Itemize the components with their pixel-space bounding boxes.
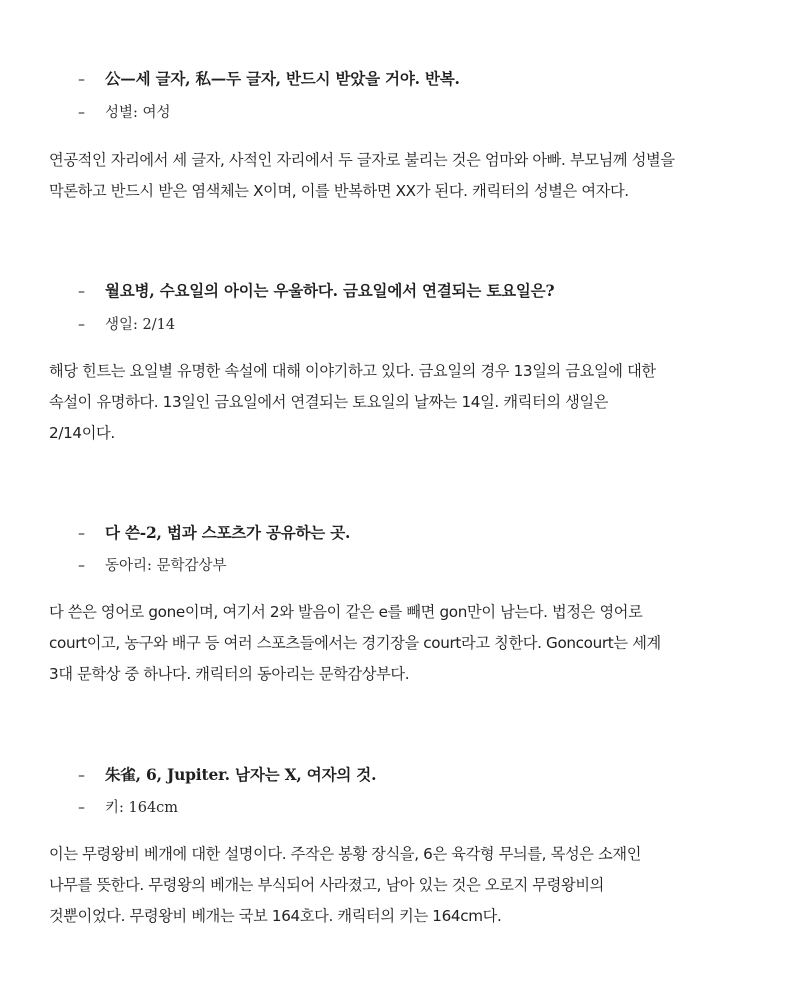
clue-text: 公—세 글자, 私—두 글자, 반드시 받았을 거야. 반복. <box>105 69 460 88</box>
explanation-paragraph <box>49 145 769 207</box>
clue-text: 월요병, 수요일의 아이는 우울하다. 금요일에서 연결되는 토요일은? <box>105 281 555 300</box>
clue-row <box>78 279 554 301</box>
clue-text: 朱雀, 6, Jupiter. 남자는 X, 여자의 것. <box>105 765 377 784</box>
dash-bullet: – <box>78 558 85 574</box>
explanation-paragraph <box>49 356 769 449</box>
paragraph-line: 연공적인 자리에서 세 글자, 사적인 자리에서 두 글자로 불리는 것은 엄마와 아빠. 부모님께 성별을 <box>49 151 675 169</box>
paragraph-line: 나무를 뜻한다. 무령왕의 베개는 부식되어 사라졌고, 남아 있는 것은 오로지 무령왕비의 <box>49 876 604 894</box>
answer-row <box>78 554 227 575</box>
dash-bullet: – <box>78 800 85 816</box>
answer-text: 생일: 2/14 <box>105 317 176 333</box>
dash-bullet: – <box>78 317 85 333</box>
answer-row <box>78 313 175 334</box>
dash-bullet: – <box>78 105 85 121</box>
dash-bullet: – <box>78 284 85 300</box>
clue-row <box>78 67 460 89</box>
paragraph-line: 속설이 유명하다. 13일인 금요일에서 연결되는 토요일의 날짜는 14일. 캐릭터의 생일은 <box>49 393 609 411</box>
answer-text: 성별: 여성 <box>105 105 171 121</box>
paragraph-line: court이고, 농구와 배구 등 여러 스포츠들에서는 경기장을 court라고 칭한다. Goncourt는 세계 <box>49 634 661 652</box>
explanation-paragraph <box>49 597 769 690</box>
paragraph-line: 3대 문학상 중 하나다. 캐릭터의 동아리는 문학감상부다. <box>49 665 410 683</box>
answer-text: 동아리: 문학감상부 <box>105 558 227 574</box>
paragraph-line: 해당 힌트는 요일별 유명한 속설에 대해 이야기하고 있다. 금요일의 경우 13일의 금요일에 대한 <box>49 362 656 380</box>
clue-row <box>78 763 376 785</box>
paragraph-line: 이는 무령왕비 베개에 대한 설명이다. 주작은 봉황 장식을, 6은 육각형 무늬를, 목성은 소재인 <box>49 845 642 863</box>
dash-bullet: – <box>78 768 85 784</box>
clue-text: 다 쓴-2, 법과 스포츠가 공유하는 곳. <box>105 523 351 542</box>
answer-text: 키: 164cm <box>105 800 179 816</box>
paragraph-line: 것뿐이었다. 무령왕비 베개는 국보 164호다. 캐릭터의 키는 164cm다. <box>49 907 502 925</box>
dash-bullet: – <box>78 72 85 88</box>
paragraph-line: 다 쓴은 영어로 gone이며, 여기서 2와 발음이 같은 e를 빼면 gon만이 남는다. 법정은 영어로 <box>49 603 643 621</box>
clue-row <box>78 521 350 543</box>
paragraph-line: 2/14이다. <box>49 424 115 442</box>
paragraph-line: 막론하고 반드시 받은 염색체는 X이며, 이를 반복하면 XX가 된다. 캐릭터의 성별은 여자다. <box>49 182 629 200</box>
answer-row <box>78 796 178 817</box>
dash-bullet: – <box>78 526 85 542</box>
explanation-paragraph <box>49 839 769 932</box>
answer-row <box>78 101 171 122</box>
